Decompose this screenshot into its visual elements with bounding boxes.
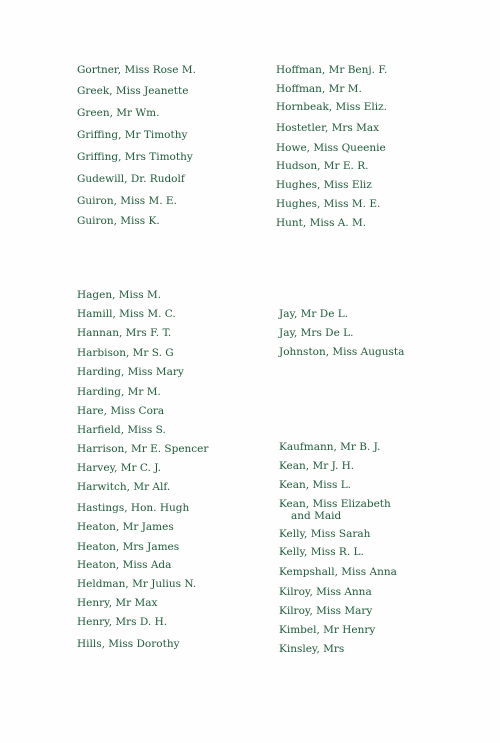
list-item: Heaton, Mrs James (77, 541, 180, 553)
list-item: Harvey, Mr C. J. (77, 462, 161, 474)
list-item: Heaton, Mr James (77, 521, 174, 533)
list-item: Hunt, Miss A. M. (276, 217, 367, 229)
list-item: Griffing, Mrs Timothy (77, 151, 193, 163)
list-item: Harwitch, Mr Alf. (77, 481, 171, 493)
list-item: Kelly, Miss Sarah (279, 528, 371, 540)
list-item: Hostetler, Mrs Max (276, 122, 380, 134)
list-item: Kilroy, Miss Mary (279, 605, 373, 617)
list-item: Kimbel, Mr Henry (279, 624, 376, 636)
list-item: Guiron, Miss M. E. (77, 195, 177, 207)
list-item: Greek, Miss Jeanette (77, 85, 189, 97)
list-item: Hoffman, Mr Benj. F. (276, 64, 388, 76)
list-item: Henry, Mrs D. H. (77, 616, 168, 628)
list-item: Kinsley, Mrs (279, 643, 345, 655)
list-item: Hannan, Mrs F. T. (77, 327, 172, 339)
list-item-continuation: and Maid (291, 510, 342, 522)
list-item: Kilroy, Miss Anna (279, 586, 372, 598)
list-item: Kean, Mr J. H. (279, 460, 355, 472)
list-item: Henry, Mr Max (77, 597, 158, 609)
list-item: Green, Mr Wm. (77, 107, 160, 119)
list-item: Jay, Mrs De L. (279, 327, 354, 339)
list-item: Harfield, Miss S. (77, 424, 166, 436)
list-item: Harrison, Mr E. Spencer (77, 443, 209, 455)
list-item: Hare, Miss Cora (77, 405, 165, 417)
list-item: Kaufmann, Mr B. J. (279, 441, 381, 453)
list-item: Hughes, Miss M. E. (276, 198, 381, 210)
list-item: Kelly, Miss R. L. (279, 546, 364, 558)
list-item: Hamill, Miss M. C. (77, 308, 176, 320)
list-item: Howe, Miss Queenie (276, 142, 386, 154)
list-item: Jay, Mr De L. (279, 308, 349, 320)
list-item: Harding, Mr M. (77, 386, 161, 398)
list-item: Hornbeak, Miss Eliz. (276, 101, 387, 113)
list-item: Hagen, Miss M. (77, 289, 162, 301)
list-item: Gudewill, Dr. Rudolf (77, 173, 185, 185)
list-item: Hills, Miss Dorothy (77, 638, 180, 650)
list-item: Heldman, Mr Julius N. (77, 578, 197, 590)
list-item: Guiron, Miss K. (77, 215, 160, 227)
list-item: Hudson, Mr E. R. (276, 160, 369, 172)
list-item: Hughes, Miss Eliz (276, 179, 372, 191)
list-item-name: Kean, Miss Elizabeth (279, 498, 391, 510)
list-item: Kean, Miss L. (279, 479, 352, 491)
list-item: Heaton, Miss Ada (77, 559, 172, 571)
list-item: Griffing, Mr Timothy (77, 129, 188, 141)
list-item (279, 498, 391, 522)
list-item: Hoffman, Mr M. (276, 83, 362, 95)
list-item: Hastings, Hon. Hugh (77, 502, 190, 514)
list-item: Kempshall, Miss Anna (279, 566, 397, 578)
list-item: Harding, Miss Mary (77, 366, 184, 378)
list-item: Gortner, Miss Rose M. (77, 64, 196, 76)
list-item: Johnston, Miss Augusta (279, 346, 405, 358)
list-item: Harbison, Mr S. G (77, 347, 174, 359)
